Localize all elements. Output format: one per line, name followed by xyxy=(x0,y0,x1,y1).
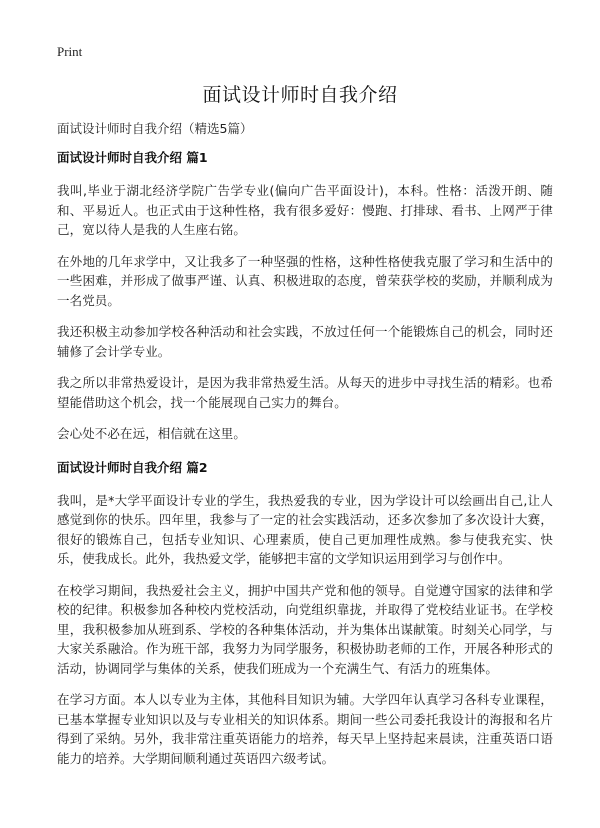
section-1 xyxy=(57,150,553,444)
paragraph: 我叫,毕业于湖北经济学院广告学专业(偏向广告平面设计)，本科。性格：活泼开朗、随和、平易近人。也正式由于这种性格，我有很多爱好：慢跑、打排球、看书、上网严于律己，宽以待人是我的人生座右铭。 xyxy=(57,183,553,237)
document-subtitle: 面试设计师时自我介绍（精选5篇） xyxy=(57,121,253,136)
paragraph: 我之所以非常热爱设计，是因为我非常热爱生活。从每天的进步中寻找生活的精彩。也希望能借助这个机会，找一个能展现自己实力的舞台。 xyxy=(57,375,553,410)
print-label[interactable]: Print xyxy=(57,44,83,59)
section-2 xyxy=(57,460,553,769)
paragraph: 在外地的几年求学中，又让我多了一种坚强的性格，这种性格使我克服了学习和生活中的一些困难，并形成了做事严谨、认真、积极进取的态度，曾荣获学校的奖励，并顺利成为一名党员。 xyxy=(57,253,553,308)
paragraph: 我叫，是*大学平面设计专业的学生，我热爱我的专业，因为学设计可以绘画出自己,让人感觉到你的快乐。四年里，我参与了一定的社会实践活动，还多次参加了多次设计大赛，很好的锻炼自己，包括专业知识、心理素质，使自己更加理性成熟。参与使我充实、快乐，使我成长。此外，我热爱文学，能够把丰富的文学知识运用到学习与创作中。 xyxy=(57,492,553,566)
section-heading: 面试设计师时自我介绍 篇2 xyxy=(57,459,208,475)
paragraph: 在学习方面。本人以专业为主体，其他科目知识为辅。大学四年认真学习各科专业课程，已基本掌握专业知识以及与专业相关的知识体系。期间一些公司委托我设计的海报和名片得到了采纳。另外，我非常注重英语能力的培养，每天早上坚持起来晨读，注重英语口语能力的培养。大学期间顺利通过英语四六级考试。 xyxy=(57,692,553,766)
paragraph: 我还积极主动参加学校各种活动和社会实践，不放过任何一个能锻炼自己的机会，同时还辅修了会计学专业。 xyxy=(57,324,553,359)
document-body xyxy=(57,150,553,780)
page-title: 面试设计师时自我介绍 xyxy=(202,84,398,106)
paragraph: 在校学习期间，我热爱社会主义，拥护中国共产党和他的领导。自觉遵守国家的法律和学校的纪律。积极参加各种校内党校活动，向党组织靠拢，并取得了党校结业证书。在学校里，我积极参加从班到系、学校的各种集体活动，并为集体出谋献策。时刻关心同学，与大家关系融洽。作为班干部，我努力为同学服务，积极协助老师的工作，开展各种形式的活动，协调同学与集体的关系，使我们班成为一个充满生气、有活力的班集体。 xyxy=(57,582,553,676)
paragraph: 会心处不必在远，相信就在这里。 xyxy=(57,426,247,441)
section-heading: 面试设计师时自我介绍 篇1 xyxy=(57,150,208,165)
